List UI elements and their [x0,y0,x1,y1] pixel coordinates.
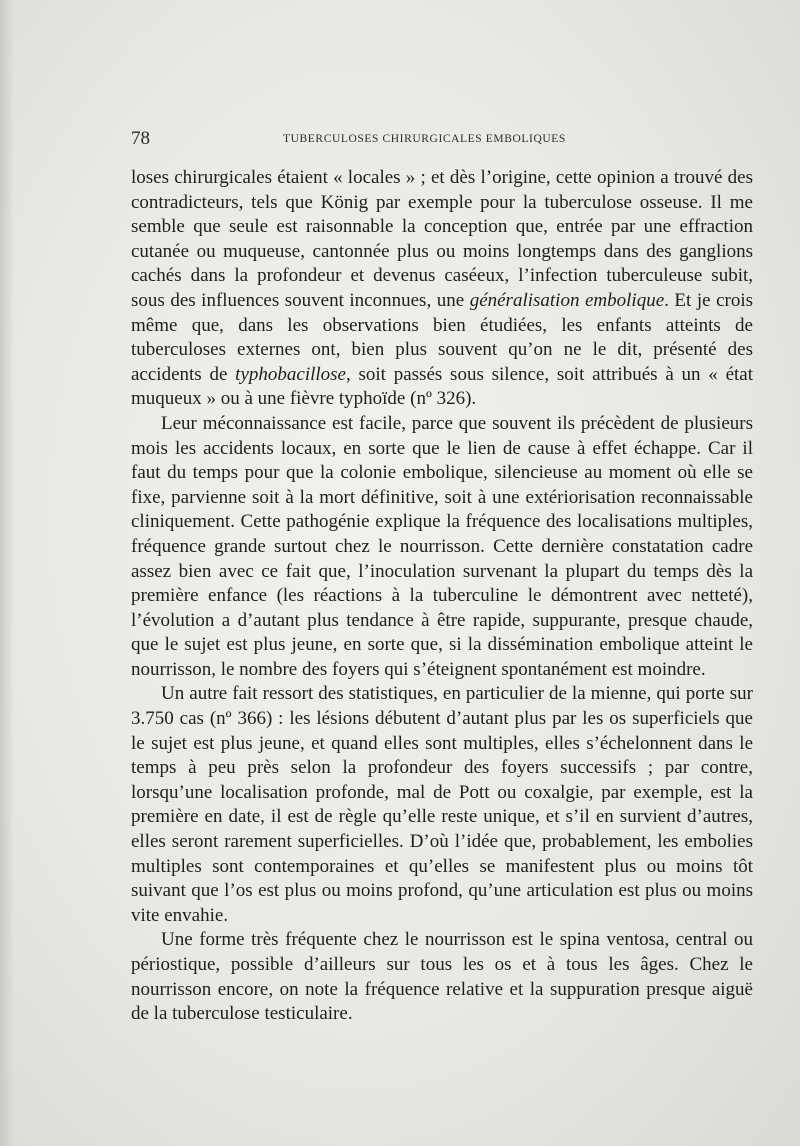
paragraph-1-part-2: . Et je crois même que, dans les observations bien étudiées, les enfants atteints de tuberculoses externes ont, bien plus souvent qu’on ne le dit, présenté des accidents de [131,289,754,385]
paragraph-1-emphasis-2: typhobacillose [235,363,346,385]
paragraph-1-emphasis-1: généralisation embolique [469,289,665,311]
paragraph-4: Une forme très fréquente chez le nourrisson est le spina ventosa, central ou périostique, possible d’ailleurs sur tous les os et à tous les âges. Chez le nourrisson encore, on note la fréquence relative et la suppuration presque aiguë de la tuberculose testiculaire. [131,929,753,1025]
paragraph-3: Un autre fait ressort des statistiques, en particulier de la mienne, qui porte sur 3.750 cas (nº 366) : les lésions débutent d’autant plus par les os superficiels que le sujet est plus jeune, et quand elles sont multiples, elles s’échelonnent dans le temps à peu près selon la profondeur des foyers successifs ; par contre, lorsqu’une localisation profonde, mal de Pott ou coxalgie, par exemple, est la première en date, il est de règle qu’elle reste unique, et s’il en survient d’autres, elles seront rarement superficielles. D’où l’idée que, probablement, les embolies multiples sont contemporaines et qu’elles se manifestent plus ou moins tôt suivant que l’os est plus ou moins profond, qu’une articulation est plus ou moins vite envahie. [131,683,753,926]
paragraph-2: Leur méconnaissance est facile, parce que souvent ils précèdent de plusieurs mois les accidents locaux, en sorte que le lien de cause à effet échappe. Car il faut du temps pour que la colonie embolique, silencieuse au moment où elle se fixe, parvienne soit à la mort définitive, soit à une extériorisation reconnaissable cliniquement. Cette pathogénie explique la fréquence des localisations multiples, fréquence grande surtout chez le nourrisson. Cette dernière constatation cadre assez bien avec ce fait que, l’inoculation survenant la plupart du temps dès la première enfance (les réactions à la tuberculine le démontrent avec netteté), l’évolution a d’autant plus tendance à être rapide, suppurante, presque chaude, que le sujet est plus jeune, en sorte que, si la dissémination embolique atteint le nourrisson, le nombre des foyers qui s’éteignent spontanément est moindre. [131,412,753,680]
paragraph-1-part-1: loses chirurgicales étaient « locales » ; et dès l’origine, cette opinion a trouvé des contradicteurs, tels que König par exemple pour la tuberculose osseuse. Il me semble que seule est raisonnable la conception que, entrée par une effraction cutanée ou muqueuse, cantonnée plus ou moins longtemps dans des ganglions cachés dans la profondeur et devenus caséeux, l’infection tuberculeuse subit, sous des influences souvent inconnues, une [131,167,753,311]
body-text [131,166,753,1027]
page-number: 78 [131,128,150,149]
paragraph-1 [131,166,753,412]
paragraph-1-part-3: , soit passés sous silence, soit attribués à un « état muqueux » ou à une fièvre typhoïde (nº 326). [131,363,753,410]
running-title: TUBERCULOSES CHIRURGICALES EMBOLIQUES [283,133,566,145]
page-header [131,128,751,150]
